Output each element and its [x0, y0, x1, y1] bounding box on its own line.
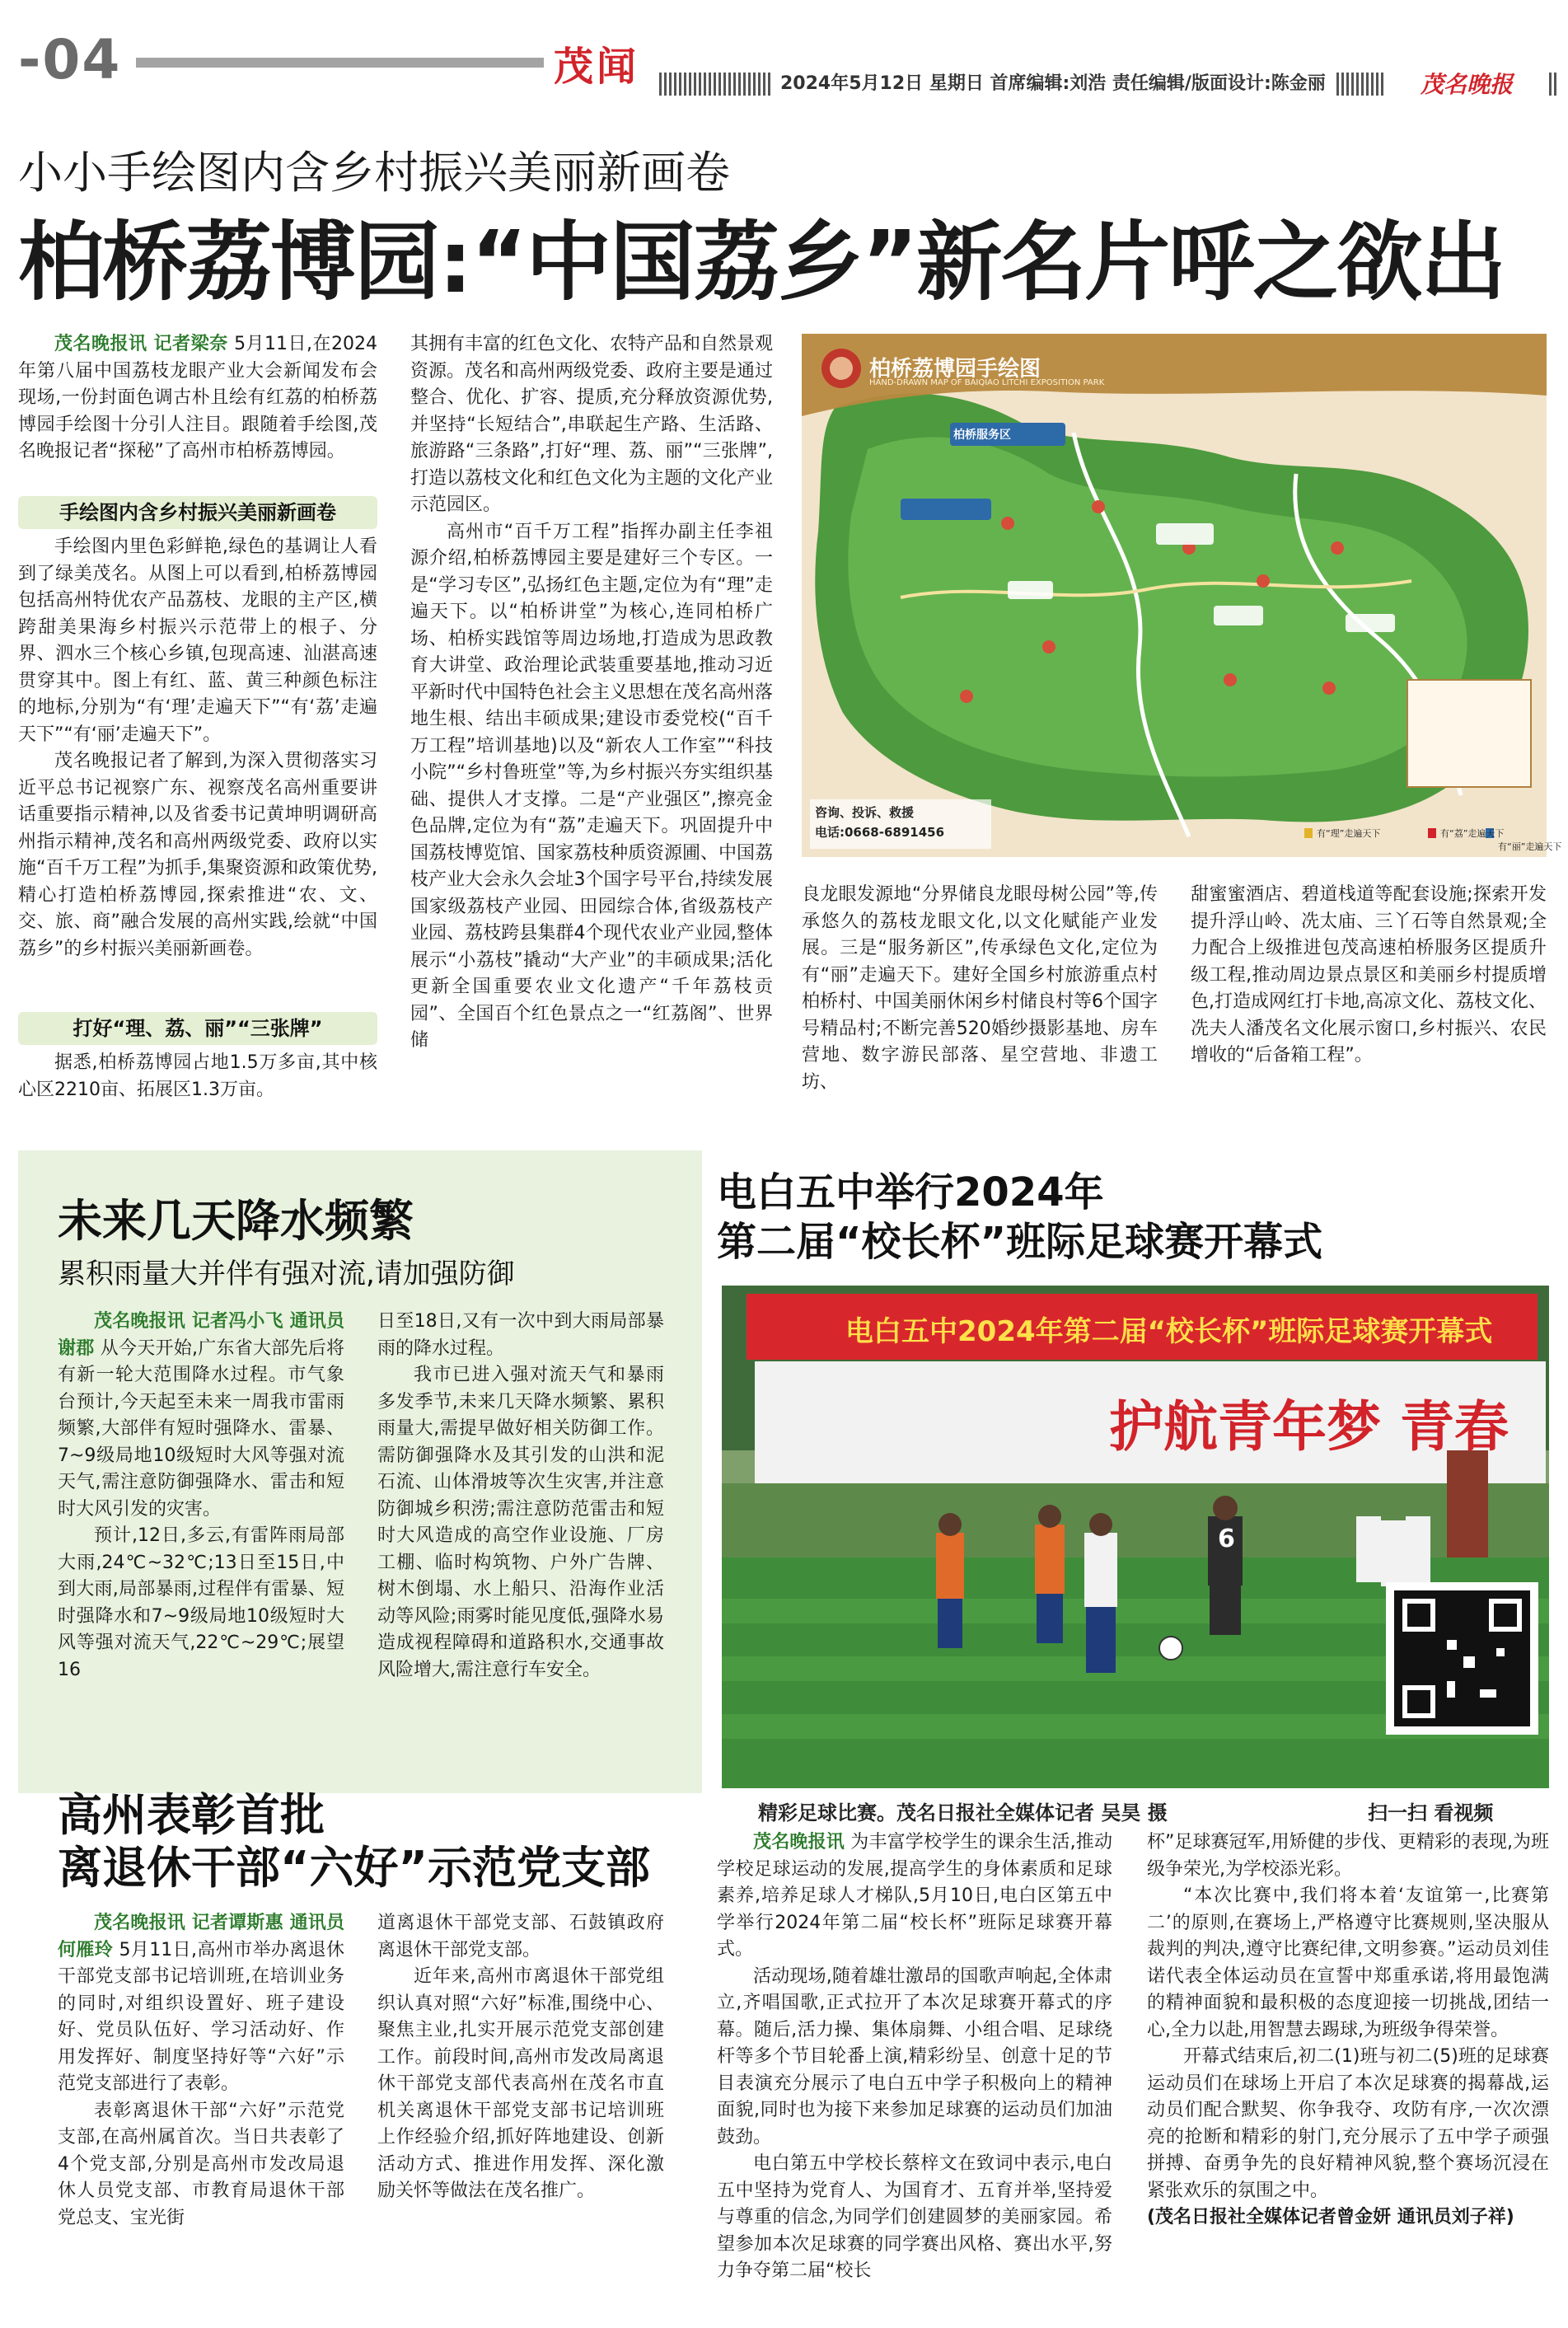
map-legend-beauty: 有“丽”走遍天下 [1498, 841, 1562, 852]
football-byline: 茂名晚报讯 [753, 1832, 845, 1853]
rain-column-2 [377, 1309, 664, 1770]
rain-column-1 [58, 1309, 344, 1770]
lead-paragraph-4: 据悉,柏桥荔博园占地1.5万多亩,其中核心区2210亩、拓展区1.3万亩。 [18, 1052, 377, 1100]
football-credit: (茂名日报社全媒体记者曾金妍 通讯员刘子祥) [1147, 2207, 1514, 2227]
map-illustration [802, 334, 1547, 857]
football-col2-text: 杯”足球赛冠军,用矫健的步伐、更精彩的表现,为班级争荣光,为学校添光彩。 [1147, 1832, 1549, 1880]
rain-headline: 未来几天降水频繁 [58, 1195, 414, 1247]
cadre-column-1 [58, 1910, 344, 2298]
qr-caption: 扫一扫 看视频 [1368, 1801, 1494, 1824]
map-legend-lychee: 有“荔”走遍天下 [1440, 828, 1505, 839]
lead-subhead-1: 手绘图内含乡村振兴美丽新画卷 [18, 496, 377, 529]
lead-column-1c [18, 1050, 377, 1108]
masthead-logo: 茂名晚报 [1384, 69, 1549, 101]
dateline: 2024年5月12日 星期日 首席编辑:刘浩 责任编辑/版面设计:陈金丽 [770, 71, 1336, 97]
football-col2-paragraph-2: “本次比赛中,我们将本着‘友谊第一,比赛第二’的原则,在赛场上,严格遵守比赛规则,坚决服从裁判的判决,遵守比赛纪律,文明参赛。”运动员刘佳诺代表全体运动员在宣誓中郑重承诺,将用最饱满的精神面貌和最积极的态度迎接一切挑战,团结一心,全力以赴,用智慧去踢球,为班级争得荣誉。 [1147, 1885, 1549, 2040]
football-photo [722, 1286, 1549, 1788]
cadre-paragraph-2: 表彰离退休干部“六好”示范党支部,在高州属首次。当日共表彰了4个党支部,分别是高州市发改局退休人员党支部、市教育局退休干部党总支、宝光街 [58, 2100, 344, 2228]
photo-jersey-number: 6 [1218, 1525, 1235, 1553]
cadre-col2-text: 道离退休干部党支部、石鼓镇政府离退休干部党支部。 [377, 1913, 664, 1960]
section-label: 茂闻 [554, 44, 640, 90]
map-contact: 咨询、投诉、救援 [815, 805, 915, 820]
map-phone: 电话:0668-6891456 [815, 825, 945, 840]
lead-kicker: 小小手绘图内含乡村振兴美丽新画卷 [18, 147, 730, 199]
cadre-headline-1: 高州表彰首批 [58, 1789, 325, 1841]
lead-headline: 柏桥荔博园:“中国荔乡”新名片呼之欲出 [18, 212, 1505, 312]
lead-col2-paragraph: 高州市“百千万工程”指挥办副主任李祖源介绍,柏桥荔博园主要是建好三个专区。一是“学习专区”,弘扬红色主题,定位为有“理”走遍天下。以“柏桥讲堂”为核心,连同柏桥广场、柏桥实践馆等周边场地,打造成为思政教育大讲堂、政治理论武装重要基地,推动习近平新时代中国特色社会主义思想在茂名高州落地生根、结出丰硕成果;建设市委党校(“百千万工程”培训基地)以及“新农人工作室”“科技小院”“乡村鲁班堂”等,为乡村振兴夯实组织基础、提供人才支撑。二是“产业强区”,擦亮金色品牌,定位为有“荔”走遍天下。巩固提升中国荔枝博览馆、国家荔枝种质资源圃、中国荔枝产业大会永久会址3个国字号平台,持续发展国家级荔枝产业园、田园综合体,省级荔枝产业园、荔枝跨县集群4个现代农业产业园,整体展示“小荔枝”撬动“大产业”的丰硕成果;活化更新全国重要农业文化遗产“千年荔枝贡园”、全国百个红色景点之一“红荔阁”、世界储 [410, 521, 774, 1051]
lead-paragraph-3: 茂名晚报记者了解到,为深入贯彻落实习近平总书记视察广东、视察茂名高州重要讲话重要指示精神,以及省委书记黄坤明调研高州指示精神,茂名和高州两级党委、政府以实施“百千万工程”为抓手,集聚资源和政策优势,精心打造柏桥荔博园,探索推进“农、文、交、旅、商”融合发展的高州实践,绘就“中国荔乡”的乡村振兴美丽新画卷。 [18, 751, 377, 959]
football-headline-2: 第二届“校长杯”班际足球赛开幕式 [717, 1219, 1323, 1265]
football-column-1 [717, 1829, 1112, 2316]
lead-paragraph-2: 手绘图内里色彩鲜艳,绿色的基调让人看到了绿美茂名。从图上可以看到,柏桥荔博园包括高州特优农产品荔枝、龙眼的主产区,横跨甜美果海乡村振兴示范带上的根子、分界、泗水三个核心乡镇,包现高速、汕湛高速贯穿其中。图上有红、蓝、黄三种颜色标注的地标,分别为“有‘理’走遍天下”“有‘荔’走遍天下”“有‘丽’走遍天下”。 [18, 536, 377, 745]
cadre-byline: 茂名晚报讯 记者谭斯惠 通讯员何雁玲 [58, 1913, 344, 1960]
lead-byline: 茂名晚报讯 记者梁奈 [54, 334, 228, 354]
rain-subhead: 累积雨量大并伴有强对流,请加强防御 [58, 1258, 515, 1290]
photo-slogan: 护航青年梦 青春 [1109, 1395, 1509, 1459]
cadre-column-2 [377, 1910, 664, 2298]
football-col2-paragraph-3: 开幕式结束后,初二(1)班与初二(5)班的足球赛运动员们在球场上开启了本次足球赛的揭幕战,运动员们配合默契、你争我夺、攻防有序,一次次漂亮的抢断和精彩的射门,充分展示了五中学子顽强拼搏、奋勇争先的良好精神风貌,整个赛场沉浸在紧张欢乐的氛围之中。 [1147, 2046, 1549, 2201]
lead-column-1b [18, 534, 377, 1008]
rain-byline: 茂名晚报讯 记者冯小飞 通讯员谢郡 [58, 1311, 344, 1359]
lead-paragraph-1: 5月11日,在2024年第八届中国荔枝龙眼产业大会新闻发布会现场,一份封面色调古朴且绘有红荔的柏桥荔博园手绘图十分引人注目。跟随着手绘图,茂名晚报记者“探秘”了高州市柏桥荔博园。 [18, 334, 377, 461]
football-headline-1: 电白五中举行2024年 [717, 1169, 1104, 1216]
lead-col2-text: 其拥有丰富的红色文化、农特产品和自然景观资源。茂名和高州两级党委、政府主要是通过整合、优化、扩容、提质,充分释放资源优势,并坚持“长短结合”,串联起生产路、生活路、旅游路“三条路”,打好“理、荔、丽”“三张牌”,打造以荔枝文化和红色文化为主题的文化产业示范园区。 [410, 334, 774, 515]
football-paragraph-1: 为丰富学校学生的课余生活,推动学校足球运动的发展,提高学生的身体素质和足球素养,培养足球人才梯队,5月10日,电白区第五中学举行2024年第二届“校长杯”班际足球赛开幕式。 [717, 1832, 1112, 1960]
lead-column-2 [410, 331, 773, 1110]
lead-column-3 [802, 882, 1158, 1112]
lead-col3-text: 良龙眼发源地“分界储良龙眼母树公园”等,传承悠久的荔枝龙眼文化,以文化赋能产业发展。三是“服务新区”,传承绿色文化,定位为有“丽”走遍天下。建好全国乡村旅游重点村柏桥村、中国美丽休闲乡村储良村等6个国字号精品村;不断完善520婚纱摄影基地、房车营地、数字游民部落、星空营地、非遗工坊、 [802, 884, 1158, 1093]
rain-paragraph-1: 从今天开始,广东省大部先后将有新一轮大范围降水过程。市气象台预计,今天起至未来一周我市雷雨频繁,大部伴有短时强降水、雷暴、7~9级局地10级短时大风等强对流天气,需注意防御强降水、雷击和短时大风引发的灾害。 [58, 1337, 344, 1520]
rain-paragraph-2: 预计,12日,多云,有雷阵雨局部大雨,24℃~32℃;13日至15日,中到大雨,局部暴雨,过程伴有雷暴、短时强降水和7~9级局地10级短时大风等强对流天气,22℃~29℃;展望16 [58, 1525, 344, 1680]
map-legend-li: 有“理”走遍天下 [1317, 828, 1381, 839]
rain-col2-paragraph: 我市已进入强对流天气和暴雨多发季节,未来几天降水频繁、累积雨量大,需提早做好相关防御工作。需防御强降水及其引发的山洪和泥石流、山体滑坡等次生灾害,并注意防御城乡积涝;需注意防范雷击和短时大风造成的高空作业设施、厂房工棚、临时构筑物、户外广告牌、树木倒塌、水上船只、沿海作业活动等风险;雨雾时能见度低,强降水易造成视程障碍和道路积水,交通事故风险增大,需注意行车安全。 [377, 1365, 664, 1680]
football-photo-illustration [722, 1286, 1549, 1788]
photo-caption: 精彩足球比赛。茂名日报社全媒体记者 吴昊 摄 [758, 1801, 1168, 1824]
page-number: -04 [18, 28, 122, 91]
photo-banner-text: 电白五中2024年第二届“校长杯”班际足球赛开幕式 [845, 1315, 1493, 1348]
cadre-headline-2: 离退休干部“六好”示范党支部 [58, 1842, 650, 1894]
football-column-2 [1147, 1829, 1549, 2316]
cadre-col2-paragraph: 近年来,高州市离退休干部党组织认真对照“六好”标准,围绕中心、聚焦主业,扎实开展示范党支部创建工作。前段时间,高州市发改局离退休干部党支部代表高州在茂名市直机关离退休干部党支部书记培训班上作经验介绍,抓好阵地建设、创新活动方式、推进作用发挥、深化激励关怀等做法在茂名推广。 [377, 1966, 664, 2201]
rain-col2-text: 日至18日,又有一次中到大雨局部暴雨的降水过程。 [377, 1311, 664, 1359]
litchi-park-map [802, 334, 1562, 857]
lead-col4-text: 甜蜜蜜酒店、碧道栈道等配套设施;探索开发提升浮山岭、冼太庙、三丫石等自然景观;全力配合上级推进包茂高速柏桥服务区提质升级工程,推动周边景点景区和美丽乡村提质增色,打造成网红打卡地,高凉文化、荔枝文化、冼夫人潘茂名文化展示窗口,乡村振兴、农民增收的“后备箱工程”。 [1191, 884, 1547, 1066]
map-subtitle: HAND-DRAWN MAP OF BAIQIAO LITCHI EXPOSITION PARK [869, 378, 1105, 387]
map-service-area: 柏桥服务区 [953, 429, 1011, 442]
football-paragraph-2: 活动现场,随着雄壮激昂的国歌声响起,全体肃立,齐唱国歌,正式拉开了本次足球赛开幕式的序幕。随后,活力操、集体扇舞、小组合唱、足球绕杆等多个节目轮番上演,精彩纷呈、创意十足的节目表演充分展示了电白五中学子积极向上的精神面貌,同时也为接下来参加足球赛的运动员们加油鼓劲。 [717, 1965, 1112, 2148]
football-paragraph-3: 电白第五中学校长蔡梓文在致词中表示,电白五中坚持为党育人、为国育才、五育并举,坚持爱与尊重的信念,为同学们创建圆梦的美丽家园。希望参加本次足球赛的同学赛出风格、赛出水平,努力争夺第二届“校长 [717, 2153, 1112, 2281]
lead-column-4 [1191, 882, 1547, 1112]
map-title: 柏桥荔博园手绘图 [869, 357, 1041, 382]
cadre-paragraph-1: 5月11日,高州市举办离退休干部党支部书记培训班,在培训业务的同时,对组织设置好、班子建设好、党员队伍好、学习活动好、作用发挥好、制度坚持好等“六好”示范党支部进行了表彰。 [58, 1939, 344, 2094]
header-rule [136, 58, 544, 68]
lead-subhead-2: 打好“理、荔、丽”“三张牌” [18, 1012, 377, 1045]
